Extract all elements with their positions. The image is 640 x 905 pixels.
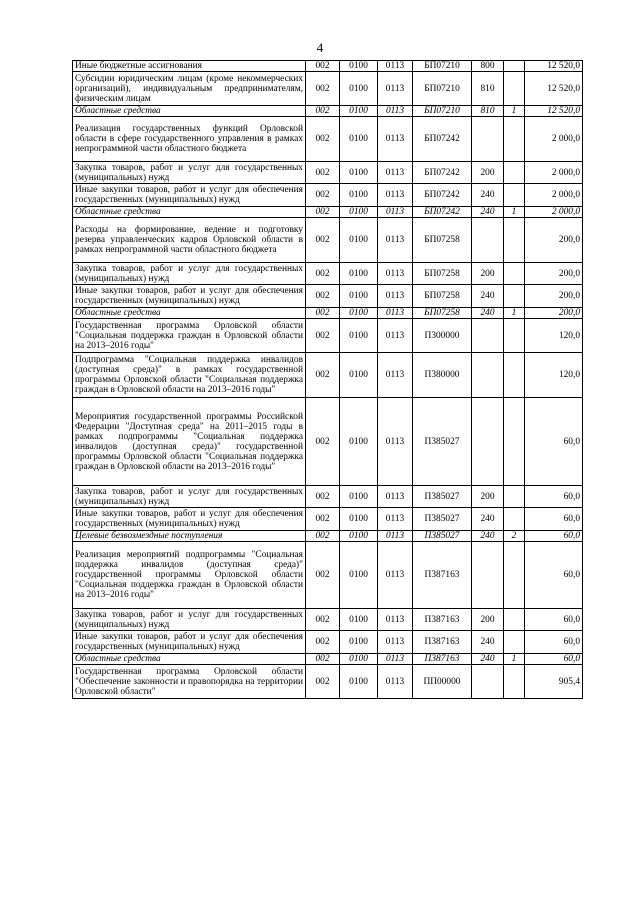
- row-ved: 002: [306, 319, 340, 353]
- row-amount: 12 520,0: [525, 61, 583, 72]
- row-amount: 905,4: [525, 665, 583, 699]
- row-src: 2: [504, 531, 525, 542]
- row-pr: 0113: [378, 218, 413, 263]
- row-ved: 002: [306, 207, 340, 218]
- row-vr: 800: [472, 61, 504, 72]
- row-src: 1: [504, 308, 525, 319]
- table-row: [73, 218, 583, 263]
- row-ved: 002: [306, 106, 340, 117]
- row-ved: 002: [306, 218, 340, 263]
- row-name: Реализация государственных функций Орловской области в сфере государственного управления в рамках непрограммной части областного бюджета: [73, 117, 306, 162]
- row-name: Закупка товаров, работ и услуг для государственных (муниципальных) нужд: [73, 609, 306, 631]
- row-rz: 0100: [340, 508, 378, 531]
- row-amount: 12 520,0: [525, 106, 583, 117]
- row-ved: 002: [306, 486, 340, 508]
- table-row: [73, 162, 583, 184]
- row-amount: 12 520,0: [525, 72, 583, 106]
- row-pr: 0113: [378, 631, 413, 654]
- row-name: Закупка товаров, работ и услуг для государственных (муниципальных) нужд: [73, 486, 306, 508]
- row-amount: 60,0: [525, 508, 583, 531]
- row-amount: 60,0: [525, 609, 583, 631]
- row-ved: 002: [306, 631, 340, 654]
- row-vr: 240: [472, 207, 504, 218]
- row-vr: 200: [472, 263, 504, 285]
- row-vr: [472, 319, 504, 353]
- row-name: Закупка товаров, работ и услуг для государственных (муниципальных) нужд: [73, 162, 306, 184]
- row-pr: 0113: [378, 319, 413, 353]
- table-row: [73, 654, 583, 665]
- row-csr: БП07242: [413, 207, 472, 218]
- row-pr: 0113: [378, 609, 413, 631]
- row-name: Государственная программа Орловской области "Обеспечение законности и правопорядка на территории Орловской области": [73, 665, 306, 699]
- row-src: [504, 398, 525, 486]
- row-csr: П385027: [413, 531, 472, 542]
- row-src: 1: [504, 207, 525, 218]
- table-row: [73, 184, 583, 207]
- table-row: [73, 106, 583, 117]
- budget-table: [72, 60, 583, 699]
- row-csr: П387163: [413, 631, 472, 654]
- row-ved: 002: [306, 542, 340, 609]
- row-vr: 240: [472, 308, 504, 319]
- row-csr: П380000: [413, 353, 472, 398]
- row-src: [504, 263, 525, 285]
- table-row: [73, 531, 583, 542]
- row-name: Областные средства: [73, 654, 306, 665]
- row-rz: 0100: [340, 207, 378, 218]
- row-vr: 240: [472, 654, 504, 665]
- row-rz: 0100: [340, 162, 378, 184]
- row-pr: 0113: [378, 665, 413, 699]
- row-name: Областные средства: [73, 106, 306, 117]
- row-src: [504, 319, 525, 353]
- row-csr: ПП00000: [413, 665, 472, 699]
- row-amount: 2 000,0: [525, 117, 583, 162]
- row-src: [504, 508, 525, 531]
- row-pr: 0113: [378, 184, 413, 207]
- row-rz: 0100: [340, 398, 378, 486]
- row-ved: 002: [306, 308, 340, 319]
- row-src: 1: [504, 654, 525, 665]
- row-rz: 0100: [340, 308, 378, 319]
- row-vr: 200: [472, 162, 504, 184]
- row-amount: 2 000,0: [525, 162, 583, 184]
- row-amount: 120,0: [525, 319, 583, 353]
- row-name: Областные средства: [73, 207, 306, 218]
- row-name: Государственная программа Орловской области "Социальная поддержка граждан в Орловской области на 2013–2016 годы": [73, 319, 306, 353]
- table-row: [73, 631, 583, 654]
- row-amount: 2 000,0: [525, 184, 583, 207]
- row-pr: 0113: [378, 207, 413, 218]
- row-ved: 002: [306, 398, 340, 486]
- row-amount: 60,0: [525, 542, 583, 609]
- row-csr: П387163: [413, 542, 472, 609]
- row-src: [504, 609, 525, 631]
- row-rz: 0100: [340, 61, 378, 72]
- row-src: 1: [504, 106, 525, 117]
- row-pr: 0113: [378, 542, 413, 609]
- row-vr: [472, 665, 504, 699]
- row-pr: 0113: [378, 106, 413, 117]
- row-csr: П387163: [413, 609, 472, 631]
- row-rz: 0100: [340, 319, 378, 353]
- row-name: Иные закупки товаров, работ и услуг для обеспечения государственных (муниципальных) нужд: [73, 184, 306, 207]
- row-amount: 60,0: [525, 398, 583, 486]
- row-src: [504, 218, 525, 263]
- row-ved: 002: [306, 508, 340, 531]
- row-src: [504, 542, 525, 609]
- row-name: Областные средства: [73, 308, 306, 319]
- row-src: [504, 353, 525, 398]
- row-amount: 60,0: [525, 631, 583, 654]
- table-row: [73, 308, 583, 319]
- table-row: [73, 72, 583, 106]
- row-vr: [472, 398, 504, 486]
- row-rz: 0100: [340, 654, 378, 665]
- row-vr: 240: [472, 531, 504, 542]
- row-name: Целевые безвозмездные поступления: [73, 531, 306, 542]
- row-csr: БП07210: [413, 106, 472, 117]
- row-rz: 0100: [340, 531, 378, 542]
- row-amount: 200,0: [525, 285, 583, 308]
- row-pr: 0113: [378, 353, 413, 398]
- table-row: [73, 117, 583, 162]
- row-src: [504, 72, 525, 106]
- row-name: Закупка товаров, работ и услуг для государственных (муниципальных) нужд: [73, 263, 306, 285]
- row-ved: 002: [306, 184, 340, 207]
- row-name: Мероприятия государственной программы Российской Федерации "Доступная среда" на 2011–2015 годы в рамках подпрограммы "Социальная поддержка инвалидов (доступная среда)" государственной программы Орловской области "Социальная поддержка граждан в Орловской области на 2013–2016 годы": [73, 398, 306, 486]
- row-vr: [472, 117, 504, 162]
- row-src: [504, 285, 525, 308]
- row-src: [504, 61, 525, 72]
- row-vr: [472, 218, 504, 263]
- row-pr: 0113: [378, 531, 413, 542]
- table-row: [73, 319, 583, 353]
- row-ved: 002: [306, 665, 340, 699]
- row-rz: 0100: [340, 665, 378, 699]
- row-ved: 002: [306, 609, 340, 631]
- row-pr: 0113: [378, 61, 413, 72]
- row-csr: БП07258: [413, 218, 472, 263]
- row-amount: 2 000,0: [525, 207, 583, 218]
- row-src: [504, 631, 525, 654]
- row-src: [504, 162, 525, 184]
- row-pr: 0113: [378, 72, 413, 106]
- row-rz: 0100: [340, 486, 378, 508]
- table-row: [73, 609, 583, 631]
- row-csr: БП07258: [413, 285, 472, 308]
- table-row: [73, 263, 583, 285]
- row-src: [504, 665, 525, 699]
- row-rz: 0100: [340, 263, 378, 285]
- row-csr: БП07242: [413, 184, 472, 207]
- row-pr: 0113: [378, 117, 413, 162]
- row-vr: [472, 542, 504, 609]
- row-name: Иные бюджетные ассигнования: [73, 61, 306, 72]
- row-csr: П385027: [413, 508, 472, 531]
- row-rz: 0100: [340, 106, 378, 117]
- row-name: Подпрограмма "Социальная поддержка инвалидов (доступная среда)" в рамках государственной программы Орловской области "Социальная поддержка граждан в Орловской области на 2013–2016 годы": [73, 353, 306, 398]
- row-src: [504, 184, 525, 207]
- table-row: [73, 542, 583, 609]
- row-rz: 0100: [340, 609, 378, 631]
- row-ved: 002: [306, 61, 340, 72]
- row-amount: 60,0: [525, 486, 583, 508]
- row-ved: 002: [306, 531, 340, 542]
- row-pr: 0113: [378, 308, 413, 319]
- table-body: [73, 61, 583, 699]
- row-vr: 200: [472, 486, 504, 508]
- table-row: [73, 398, 583, 486]
- row-name: Субсидии юридическим лицам (кроме некоммерческих организаций), индивидуальным предпринимателям, физическим лицам: [73, 72, 306, 106]
- row-name: Иные закупки товаров, работ и услуг для обеспечения государственных (муниципальных) нужд: [73, 631, 306, 654]
- row-pr: 0113: [378, 654, 413, 665]
- row-src: [504, 486, 525, 508]
- row-ved: 002: [306, 117, 340, 162]
- row-vr: 810: [472, 72, 504, 106]
- row-csr: П387163: [413, 654, 472, 665]
- row-ved: 002: [306, 72, 340, 106]
- row-csr: БП07210: [413, 61, 472, 72]
- table-row: [73, 486, 583, 508]
- row-vr: 200: [472, 609, 504, 631]
- row-pr: 0113: [378, 398, 413, 486]
- table-row: [73, 61, 583, 72]
- table-row: [73, 665, 583, 699]
- row-pr: 0113: [378, 508, 413, 531]
- table-row: [73, 285, 583, 308]
- row-amount: 120,0: [525, 353, 583, 398]
- row-csr: БП07258: [413, 308, 472, 319]
- row-name: Реализация мероприятий подпрограммы "Социальная поддержка инвалидов (доступная среда)" государственной программы Орловской области "Социальная поддержка граждан в Орловской области на 2013–2016 годы": [73, 542, 306, 609]
- table-row: [73, 353, 583, 398]
- row-ved: 002: [306, 263, 340, 285]
- row-name: Иные закупки товаров, работ и услуг для обеспечения государственных (муниципальных) нужд: [73, 508, 306, 531]
- row-vr: 240: [472, 285, 504, 308]
- row-vr: [472, 353, 504, 398]
- row-rz: 0100: [340, 353, 378, 398]
- row-amount: 200,0: [525, 263, 583, 285]
- row-ved: 002: [306, 654, 340, 665]
- row-pr: 0113: [378, 162, 413, 184]
- row-name: Расходы на формирование, ведение и подготовку резерва управленческих кадров Орловской области в рамках непрограммной части областного бюджета: [73, 218, 306, 263]
- table-row: [73, 207, 583, 218]
- row-src: [504, 117, 525, 162]
- page-number: 4: [316, 40, 324, 55]
- row-ved: 002: [306, 353, 340, 398]
- row-ved: 002: [306, 285, 340, 308]
- row-amount: 60,0: [525, 654, 583, 665]
- row-pr: 0113: [378, 285, 413, 308]
- row-csr: П385027: [413, 486, 472, 508]
- row-csr: БП07242: [413, 162, 472, 184]
- row-rz: 0100: [340, 184, 378, 207]
- row-amount: 60,0: [525, 531, 583, 542]
- row-rz: 0100: [340, 117, 378, 162]
- row-csr: П300000: [413, 319, 472, 353]
- row-csr: БП07242: [413, 117, 472, 162]
- row-rz: 0100: [340, 631, 378, 654]
- row-csr: БП07258: [413, 263, 472, 285]
- row-ved: 002: [306, 162, 340, 184]
- row-pr: 0113: [378, 486, 413, 508]
- row-name: Иные закупки товаров, работ и услуг для обеспечения государственных (муниципальных) нужд: [73, 285, 306, 308]
- row-rz: 0100: [340, 72, 378, 106]
- row-csr: П385027: [413, 398, 472, 486]
- row-amount: 200,0: [525, 308, 583, 319]
- row-vr: 240: [472, 508, 504, 531]
- row-vr: 240: [472, 631, 504, 654]
- row-amount: 200,0: [525, 218, 583, 263]
- row-rz: 0100: [340, 218, 378, 263]
- row-vr: 240: [472, 184, 504, 207]
- row-csr: БП07210: [413, 72, 472, 106]
- row-rz: 0100: [340, 542, 378, 609]
- table-row: [73, 508, 583, 531]
- row-vr: 810: [472, 106, 504, 117]
- row-rz: 0100: [340, 285, 378, 308]
- row-pr: 0113: [378, 263, 413, 285]
